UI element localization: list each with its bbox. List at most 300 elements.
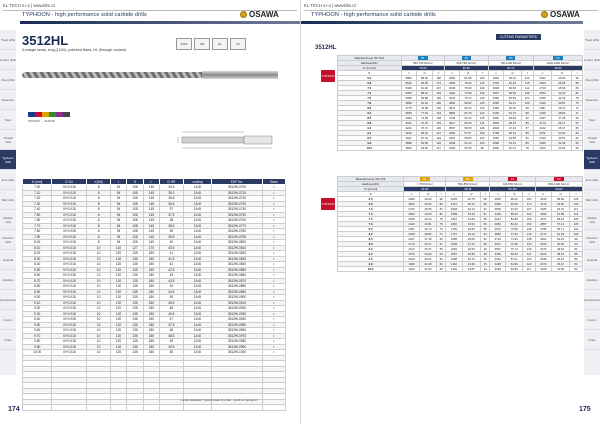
table-cell: 145	[143, 229, 159, 235]
sidebar-item[interactable]: Special	[584, 250, 600, 270]
param-cell: 82	[570, 267, 583, 272]
param-cell: 86	[572, 81, 583, 86]
drill-illustration	[22, 68, 282, 82]
table-cell: 10	[87, 273, 110, 279]
param-cell: 74.90	[506, 237, 523, 242]
table-cell: •	[262, 339, 285, 345]
param-cell: 84	[570, 262, 583, 267]
param-sub-header: vf	[462, 192, 480, 197]
param-cell: 44	[480, 267, 489, 272]
param-cell: 64	[572, 131, 583, 136]
table-cell: 108	[127, 190, 143, 196]
table-cell: 9.30	[23, 311, 52, 317]
param-cell: 4900	[490, 197, 506, 202]
table-cell: •	[262, 251, 285, 257]
param-cell: 1592	[446, 247, 463, 252]
table-cell: 37	[160, 207, 183, 213]
table-cell: 10	[87, 267, 110, 273]
sidebar-item[interactable]: Typhoon drills	[584, 150, 600, 170]
param-cell: 29.12	[462, 232, 480, 237]
param-cell: 78	[437, 217, 446, 222]
sidebar-item[interactable]: Typhoon drills	[0, 150, 16, 170]
param-cell: 71	[572, 111, 583, 116]
table-cell: 3512HL0930	[212, 311, 262, 317]
param-cell: 69.20	[416, 131, 433, 136]
param-cell: 2048	[446, 207, 463, 212]
param-cell: 8.5	[338, 116, 402, 121]
param-cell: 127	[433, 131, 445, 136]
sidebar-item[interactable]: Holders	[0, 270, 16, 290]
param-cell: 2228	[535, 267, 551, 272]
param-sub-header: n	[490, 192, 506, 197]
param-cell: 98.00	[416, 76, 433, 81]
table-cell: 120	[110, 295, 126, 301]
param-cell: 56.59	[504, 96, 521, 101]
material-badge: K2	[554, 177, 563, 181]
table-cell: 94	[110, 240, 126, 246]
sidebar-item[interactable]: Accessories	[584, 290, 600, 310]
sidebar-item[interactable]: Holders	[584, 270, 600, 290]
cutting-params-table-top	[337, 55, 583, 151]
param-cell: 62.42	[460, 116, 477, 121]
sidebar-item[interactable]: Step drills	[0, 70, 16, 90]
table-cell	[212, 405, 262, 411]
hardness-value: 500-850 N/mm²	[446, 182, 490, 187]
table-cell: 3512HL0950	[212, 322, 262, 328]
table-cell: 145	[143, 207, 159, 213]
param-cell: 2247	[533, 116, 551, 121]
table-cell	[52, 405, 87, 411]
param-cell: 52.43	[552, 237, 570, 242]
table-cell: 8.50	[23, 267, 52, 273]
param-cell: 33.15	[462, 212, 480, 217]
table-cell: 145	[143, 196, 159, 202]
table-cell: 120	[110, 273, 126, 279]
table-cell: 0/+0.018	[52, 207, 87, 213]
param-cell: 3183	[488, 106, 504, 111]
sidebar-item[interactable]: Inserts	[584, 310, 600, 330]
material-badge: K1	[508, 177, 517, 181]
table-cell: 41.5	[160, 256, 183, 262]
param-cell: 34.60	[419, 252, 436, 257]
param-cell: 100	[476, 141, 488, 146]
param-cell: 29.84	[462, 227, 480, 232]
material-badge: P1	[418, 56, 427, 60]
stock-legend: • stock standard † stock made to order ∙ stock on demand	[180, 398, 257, 402]
table-cell: 47.5	[160, 322, 183, 328]
table-cell: 12xD	[183, 344, 212, 350]
param-cell: 115	[476, 116, 488, 121]
table-cell: 3512HL0710	[212, 190, 262, 196]
table-cell: 12xD	[183, 223, 212, 229]
param-cell: 32.48	[552, 141, 572, 146]
param-cell: 23.87	[462, 267, 480, 272]
param-cell: 93.65	[506, 202, 523, 207]
param-sub-header: n	[488, 71, 504, 76]
table-cell: 3512HL0940	[212, 317, 262, 323]
table-cell: 180	[143, 300, 159, 306]
param-cell: 84.88	[506, 217, 523, 222]
table-cell: 3512HL0900	[212, 295, 262, 301]
param-cell: 4021	[401, 136, 416, 141]
param-cell: 48	[480, 252, 489, 257]
param-cell: 2810	[533, 81, 551, 86]
sidebar-item[interactable]: Thread mills	[584, 130, 600, 150]
sidebar-item[interactable]: Thread mills	[0, 130, 16, 150]
param-sub-header: n	[533, 71, 551, 76]
sidebar-item[interactable]: Chamfer mills	[0, 230, 16, 250]
table-cell: 3512HL0860	[212, 273, 262, 279]
table-cell: •	[262, 284, 285, 290]
param-cell: 108	[476, 126, 488, 131]
table-cell: 8.10	[23, 245, 52, 251]
param-cell: 68.60	[552, 197, 570, 202]
param-cell: 54	[480, 232, 489, 237]
drill-flute	[22, 72, 202, 78]
param-cell: 3745	[490, 237, 506, 242]
table-cell: •	[262, 295, 285, 301]
param-cell: 167	[433, 86, 445, 91]
param-cell: 43.31	[504, 141, 521, 146]
table-cell: •	[262, 267, 285, 273]
sidebar-item[interactable]: Twist drills	[0, 30, 16, 50]
param-cell: 2010	[404, 257, 420, 262]
param-cell: 89	[521, 121, 533, 126]
table-cell: 0/+0.018	[52, 267, 87, 273]
param-cell: 67	[437, 242, 446, 247]
param-cell: 2449	[533, 101, 551, 106]
table-cell: 120	[110, 300, 126, 306]
table-cell: 0/+0.018	[52, 251, 87, 257]
table-cell: 0/+0.018	[52, 333, 87, 339]
param-cell: 2971	[535, 217, 551, 222]
sidebar-item[interactable]: End mills	[584, 170, 600, 190]
param-cell: 78	[572, 96, 583, 101]
table-cell: 108	[127, 234, 143, 240]
product-code-right: 3512HL	[315, 45, 337, 51]
table-cell: •	[262, 185, 285, 191]
coat-swatch	[28, 112, 35, 117]
param-cell: 138	[433, 116, 445, 121]
param-cell: 58.95	[460, 126, 477, 131]
table-cell: 7.90	[23, 234, 52, 240]
table-cell: 44	[160, 284, 183, 290]
table-cell: 10	[87, 311, 110, 317]
table-cell: 8.90	[23, 289, 52, 295]
param-cell: 30.60	[462, 222, 480, 227]
param-cell: 122	[476, 106, 488, 111]
table-cell	[160, 405, 183, 411]
vc-value: 60-80	[535, 187, 582, 192]
hardness-label: Hardness/Rm	[338, 182, 404, 187]
param-cell: 2829	[488, 126, 504, 131]
table-cell: 145	[143, 218, 159, 224]
param-cell: 96	[570, 237, 583, 242]
param-cell: 2652	[404, 212, 420, 217]
coat-swatch	[49, 112, 56, 117]
param-cell: 75	[572, 101, 583, 106]
param-cell: 1910	[533, 146, 551, 151]
param-cell: 62	[572, 136, 583, 141]
param-cell: 4152	[401, 131, 416, 136]
table-cell: 94	[110, 207, 126, 213]
param-cell: 5460	[401, 86, 416, 91]
param-cell: 115	[521, 81, 533, 86]
table-cell: 180	[143, 328, 159, 334]
param-cell: 1949	[404, 262, 420, 267]
sidebar-item[interactable]: Twist drills	[584, 30, 600, 50]
param-cell: 117	[523, 267, 535, 272]
table-cell: •	[262, 207, 285, 213]
param-cell: 1790	[446, 227, 463, 232]
param-cell: 7.8	[338, 101, 402, 106]
param-cell: 34.60	[552, 131, 572, 136]
sidebar-item[interactable]: Center drills	[0, 50, 16, 70]
table-cell: 0/+0.018	[52, 317, 87, 323]
table-cell: 135	[127, 251, 143, 257]
param-cell: 4900	[445, 76, 460, 81]
param-cell: 72.35	[416, 121, 433, 126]
sidebar-item[interactable]: Radius mills	[0, 210, 16, 230]
table-cell: 94	[110, 234, 126, 240]
param-cell: 8.8	[338, 121, 402, 126]
param-cell: 4244	[401, 126, 416, 131]
table-cell: 45.5	[160, 300, 183, 306]
table-cell: 3512HL0730	[212, 201, 262, 207]
table-cell: 12xD	[183, 262, 212, 268]
table-cell	[110, 405, 126, 411]
column-header: Stock	[262, 179, 285, 185]
feature-icon: 4M	[194, 38, 210, 50]
table-cell: 145	[143, 240, 159, 246]
table-cell: 12xD	[183, 350, 212, 356]
hardness-value: < 750 N/mm²	[404, 182, 446, 187]
sidebar-item[interactable]: Ball mills	[0, 190, 16, 210]
table-cell: •	[262, 300, 285, 306]
table-cell: •	[262, 201, 285, 207]
param-sub-header: vf	[419, 192, 436, 197]
sidebar-item[interactable]: Inserts	[0, 310, 16, 330]
param-cell: 55	[480, 227, 489, 232]
param-cell: 84.88	[416, 96, 433, 101]
param-cell: 103	[476, 136, 488, 141]
table-cell: 108	[127, 207, 143, 213]
param-cell: 9.2	[338, 252, 404, 257]
column-header: D [mm]	[23, 179, 52, 185]
param-cell: 143	[433, 111, 445, 116]
param-cell: 7.5	[338, 96, 402, 101]
sidebar-item[interactable]: Index	[584, 330, 600, 350]
param-cell: 146	[433, 106, 445, 111]
param-cell: 3920	[488, 76, 504, 81]
table-cell: 120	[110, 256, 126, 262]
param-cell: 84	[572, 86, 583, 91]
param-cell: 3617	[445, 121, 460, 126]
param-cell: 73	[437, 227, 446, 232]
param-cell: 8.5	[338, 237, 404, 242]
param-cell: 89	[570, 252, 583, 257]
table-cell: 12xD	[183, 295, 212, 301]
sidebar-item[interactable]: Accessories	[0, 290, 16, 310]
table-cell: 108	[127, 240, 143, 246]
table-cell: 135	[127, 339, 143, 345]
param-cell: 90	[437, 197, 446, 202]
table-cell: •	[262, 223, 285, 229]
table-cell: 12xD	[183, 311, 212, 317]
brand-name: OSAWA	[550, 10, 580, 19]
table-cell: 0/+0.018	[52, 350, 87, 356]
sidebar-item[interactable]: Reamers	[584, 90, 600, 110]
param-cell: 75.83	[460, 86, 477, 91]
param-cell: 50.65	[552, 242, 570, 247]
table-cell: 180	[143, 289, 159, 295]
param-cell: 2622	[535, 237, 551, 242]
param-cell: 46.91	[552, 257, 570, 262]
table-cell: 135	[127, 284, 143, 290]
param-cell: 3979	[490, 227, 506, 232]
param-cell: 2346	[535, 257, 551, 262]
table-cell: 3512HL0970	[212, 333, 262, 339]
table-cell: 7.60	[23, 218, 52, 224]
feature-icon: HL	[212, 38, 228, 50]
param-cell: 112	[521, 86, 533, 91]
table-cell: 9.10	[23, 300, 52, 306]
sidebar-item[interactable]: Special	[0, 250, 16, 270]
param-cell: 105	[570, 222, 583, 227]
param-cell: 180	[523, 197, 535, 202]
hardness-value: 600-750 N/mm²	[445, 61, 488, 66]
sidebar-item[interactable]: Step drills	[584, 70, 600, 90]
param-sub-header: f	[523, 192, 535, 197]
sidebar-item[interactable]: End mills	[0, 170, 16, 190]
vc-value: 60-80	[445, 66, 488, 71]
param-cell: 8.0	[338, 106, 402, 111]
table-cell	[143, 405, 159, 411]
header-right-text: KL-TECH s.r.o | www.klte.cz	[304, 2, 357, 8]
param-cell: 33.51	[552, 136, 572, 141]
param-cell: 3638	[488, 86, 504, 91]
param-cell: 5880	[401, 76, 416, 81]
table-cell: 145	[143, 234, 159, 240]
param-cell: 28.09	[462, 237, 480, 242]
param-cell: 81.62	[416, 101, 433, 106]
param-cell: 4659	[401, 111, 416, 116]
param-cell: 2940	[404, 197, 420, 202]
table-cell: 10	[87, 350, 110, 356]
param-cell: 10.0	[338, 267, 404, 272]
sidebar-item[interactable]: Chamfer mills	[584, 230, 600, 250]
param-cell: 73.68	[460, 91, 477, 96]
table-cell: 0/+0.018	[52, 273, 87, 279]
product-code: 3512HL	[22, 33, 69, 48]
table-cell: 12xD	[183, 306, 212, 312]
param-cell: 51.76	[504, 111, 521, 116]
table-cell: 180	[143, 350, 159, 356]
param-cell: 8.8	[338, 242, 404, 247]
table-cell: 43	[160, 273, 183, 279]
param-cell: 3537	[445, 126, 460, 131]
coating-swatches	[28, 112, 70, 117]
table-cell: 50	[160, 350, 183, 356]
param-cell: 6.8	[338, 81, 402, 86]
table-cell: 180	[143, 262, 159, 268]
table-cell: 0/+0.018	[52, 339, 87, 345]
param-cell: 1462	[446, 262, 463, 267]
param-cell: 85	[521, 131, 533, 136]
table-cell: 8	[87, 196, 110, 202]
param-cell: 42.44	[504, 146, 521, 151]
page-title-left: TYPHOON - high performance solid carbide drills	[22, 12, 147, 18]
sidebar-item[interactable]: Taps	[584, 110, 600, 130]
param-cell: 92	[521, 116, 533, 121]
sidebar-item[interactable]: Taps	[0, 110, 16, 130]
param-cell: 45	[480, 262, 489, 267]
table-cell: 180	[143, 295, 159, 301]
table-cell: 10	[87, 278, 110, 284]
table-cell: 135	[127, 317, 143, 323]
param-cell: 150	[476, 76, 488, 81]
param-cell: 59.42	[552, 217, 570, 222]
sidebar-item[interactable]: Center drills	[584, 50, 600, 70]
param-cell: 93	[570, 242, 583, 247]
feature-icon: h6	[230, 38, 246, 50]
table-cell: 12xD	[183, 328, 212, 334]
table-cell	[262, 405, 285, 411]
param-cell: 2546	[404, 217, 420, 222]
param-cell: 74.90	[416, 116, 433, 121]
param-cell: 49.52	[552, 247, 570, 252]
param-cell: 9.8	[338, 262, 404, 267]
param-cell: 54.13	[460, 141, 477, 146]
table-cell: 10	[87, 245, 110, 251]
diameter-sub-header: D	[338, 71, 402, 76]
cutting-parameters-header: CUTTING PARAMETERS	[496, 34, 541, 40]
table-cell: 0/+0.018	[52, 234, 87, 240]
param-cell: 34.13	[462, 207, 480, 212]
table-cell: •	[262, 245, 285, 251]
sidebar-item[interactable]: Index	[0, 330, 16, 350]
param-cell: 2122	[533, 126, 551, 131]
table-cell: 10	[87, 344, 110, 350]
param-cell: 68.02	[460, 101, 477, 106]
sidebar-item[interactable]: Reamers	[0, 90, 16, 110]
header-left-text: KL-TECH s.r.o | www.klte.cz	[3, 2, 56, 8]
table-cell: 108	[127, 185, 143, 191]
product-description: 4-margin lands, long (12xD), polished flutes, HL (through coolant)	[22, 48, 126, 52]
param-cell: 3430	[535, 197, 551, 202]
param-cell: 7.8	[338, 222, 404, 227]
table-cell: 3512HL0810	[212, 245, 262, 251]
table-cell: 120	[110, 344, 126, 350]
param-cell: 4898	[401, 101, 416, 106]
table-cell: 10	[87, 333, 110, 339]
cutting-params-table-bottom	[337, 176, 583, 272]
table-cell: 40	[160, 240, 183, 246]
param-cell: 2730	[404, 207, 420, 212]
table-cell: •	[262, 322, 285, 328]
param-cell: 81	[572, 91, 583, 96]
sidebar-item[interactable]: Ball mills	[584, 190, 600, 210]
table-cell: 7.20	[23, 196, 52, 202]
param-cell: 67.01	[506, 257, 523, 262]
sidebar-item[interactable]: Radius mills	[584, 210, 600, 230]
table-cell: 9.90	[23, 344, 52, 350]
param-cell: 98	[476, 146, 488, 151]
param-cell: 120	[433, 141, 445, 146]
param-cell: 72.35	[506, 242, 523, 247]
param-cell: 38.82	[419, 232, 436, 237]
param-cell: 150	[433, 101, 445, 106]
